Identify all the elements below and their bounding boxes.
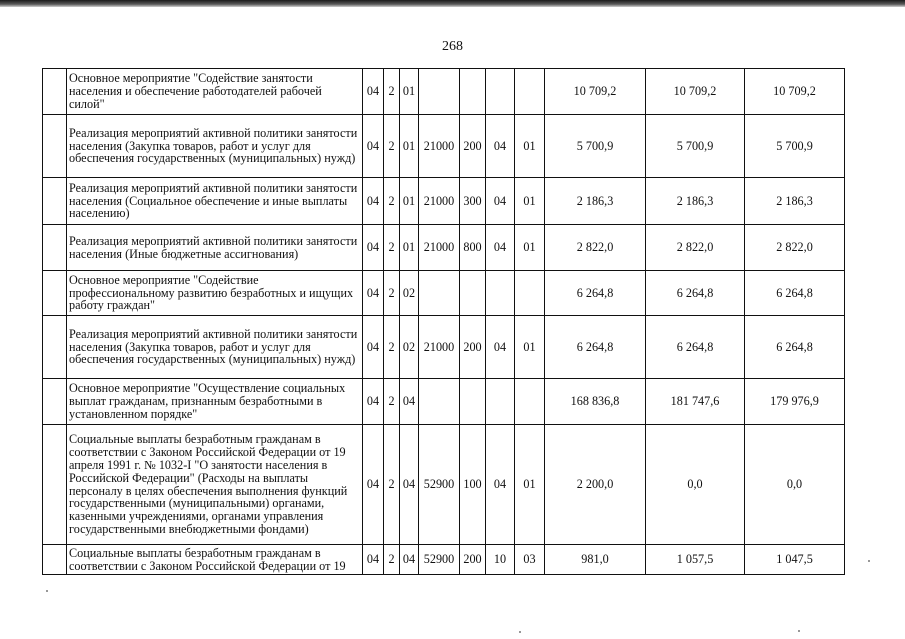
row-margin-cell <box>43 178 67 225</box>
subsection-code-cell <box>515 379 545 425</box>
table-row <box>43 69 845 115</box>
budget-table <box>42 68 845 575</box>
expense-name-cell: Основное мероприятие "Осуществление социальных выплат гражданам, признанным безработными в установленном порядке" <box>67 379 363 425</box>
activity-code-cell: 01 <box>400 115 419 178</box>
expense-name-cell: Социальные выплаты безработным гражданам в соответствии с Законом Российской Федерации от 19 апреля 1991 г. № 1032-I "О занятости населения в Российской Федерации" (Расходы на выплаты персоналу в целях обеспечения выполнения функций государственными (муниципальными) органами, казенными учреждениями, органами управления государственными внебюджетными фондами) <box>67 425 363 545</box>
amount-year3-cell: 0,0 <box>745 425 845 545</box>
amount-year1-cell: 2 186,3 <box>545 178 646 225</box>
activity-code-cell: 04 <box>400 425 419 545</box>
program-code-cell: 04 <box>363 545 384 575</box>
row-margin-cell <box>43 115 67 178</box>
amount-year1-cell: 2 200,0 <box>545 425 646 545</box>
amount-year2-cell: 0,0 <box>646 425 745 545</box>
table-row <box>43 316 845 379</box>
section-code-cell <box>486 69 515 115</box>
program-code-cell: 04 <box>363 379 384 425</box>
row-margin-cell <box>43 271 67 316</box>
subprogram-code-cell: 2 <box>384 425 400 545</box>
program-code-cell: 04 <box>363 225 384 271</box>
subprogram-code-cell: 2 <box>384 271 400 316</box>
expense-name-cell: Реализация мероприятий активной политики занятости населения (Социальное обеспечение и иные выплаты населению) <box>67 178 363 225</box>
table-row <box>43 271 845 316</box>
direction-code-cell: 21000 <box>419 316 460 379</box>
amount-year3-cell: 10 709,2 <box>745 69 845 115</box>
activity-code-cell: 02 <box>400 271 419 316</box>
amount-year1-cell: 6 264,8 <box>545 316 646 379</box>
amount-year3-cell: 2 186,3 <box>745 178 845 225</box>
scan-speck <box>46 590 48 592</box>
amount-year2-cell: 10 709,2 <box>646 69 745 115</box>
activity-code-cell: 02 <box>400 316 419 379</box>
amount-year3-cell: 179 976,9 <box>745 379 845 425</box>
scan-speck <box>798 630 800 632</box>
section-code-cell: 04 <box>486 425 515 545</box>
subsection-code-cell: 01 <box>515 115 545 178</box>
activity-code-cell: 01 <box>400 178 419 225</box>
program-code-cell: 04 <box>363 316 384 379</box>
expense-name-cell: Социальные выплаты безработным гражданам в соответствии с Законом Российской Федерации от 19 <box>67 545 363 575</box>
expense-name-cell: Основное мероприятие "Содействие профессиональному развитию безработных и ищущих работу граждан" <box>67 271 363 316</box>
subsection-code-cell: 03 <box>515 545 545 575</box>
direction-code-cell <box>419 379 460 425</box>
direction-code-cell: 21000 <box>419 115 460 178</box>
amount-year3-cell: 5 700,9 <box>745 115 845 178</box>
row-margin-cell <box>43 225 67 271</box>
subprogram-code-cell: 2 <box>384 69 400 115</box>
amount-year1-cell: 6 264,8 <box>545 271 646 316</box>
amount-year2-cell: 2 186,3 <box>646 178 745 225</box>
amount-year2-cell: 6 264,8 <box>646 271 745 316</box>
page-number: 268 <box>442 39 463 54</box>
subprogram-code-cell: 2 <box>384 379 400 425</box>
program-code-cell: 04 <box>363 425 384 545</box>
activity-code-cell: 01 <box>400 225 419 271</box>
program-code-cell: 04 <box>363 69 384 115</box>
row-margin-cell <box>43 69 67 115</box>
subprogram-code-cell: 2 <box>384 316 400 379</box>
expense-type-code-cell: 100 <box>460 425 486 545</box>
amount-year2-cell: 181 747,6 <box>646 379 745 425</box>
amount-year1-cell: 5 700,9 <box>545 115 646 178</box>
subsection-code-cell: 01 <box>515 316 545 379</box>
section-code-cell: 04 <box>486 178 515 225</box>
expense-type-code-cell: 200 <box>460 545 486 575</box>
expense-type-code-cell <box>460 379 486 425</box>
section-code-cell: 04 <box>486 316 515 379</box>
activity-code-cell: 04 <box>400 379 419 425</box>
table-row <box>43 425 845 545</box>
program-code-cell: 04 <box>363 115 384 178</box>
row-margin-cell <box>43 379 67 425</box>
expense-name-cell: Реализация мероприятий активной политики занятости населения (Закупка товаров, работ и услуг для обеспечения государственных (муниципальных) нужд) <box>67 115 363 178</box>
direction-code-cell: 52900 <box>419 545 460 575</box>
subprogram-code-cell: 2 <box>384 178 400 225</box>
subprogram-code-cell: 2 <box>384 225 400 271</box>
scan-speck <box>519 631 521 633</box>
program-code-cell: 04 <box>363 178 384 225</box>
table-row <box>43 545 845 575</box>
scan-speck <box>868 560 870 562</box>
expense-name-cell: Основное мероприятие "Содействие занятости населения и обеспечение работодателей рабочей силой" <box>67 69 363 115</box>
amount-year2-cell: 1 057,5 <box>646 545 745 575</box>
direction-code-cell: 52900 <box>419 425 460 545</box>
amount-year1-cell: 981,0 <box>545 545 646 575</box>
row-margin-cell <box>43 316 67 379</box>
scan-top-edge <box>0 0 905 7</box>
activity-code-cell: 04 <box>400 545 419 575</box>
direction-code-cell: 21000 <box>419 225 460 271</box>
row-margin-cell <box>43 425 67 545</box>
expense-type-code-cell: 200 <box>460 115 486 178</box>
section-code-cell: 04 <box>486 115 515 178</box>
expense-name-cell: Реализация мероприятий активной политики занятости населения (Иные бюджетные ассигнования) <box>67 225 363 271</box>
expense-name-cell: Реализация мероприятий активной политики занятости населения (Закупка товаров, работ и услуг для обеспечения государственных (муниципальных) нужд) <box>67 316 363 379</box>
expense-type-code-cell <box>460 69 486 115</box>
direction-code-cell <box>419 69 460 115</box>
direction-code-cell <box>419 271 460 316</box>
amount-year3-cell: 6 264,8 <box>745 316 845 379</box>
section-code-cell: 04 <box>486 225 515 271</box>
subsection-code-cell: 01 <box>515 178 545 225</box>
amount-year1-cell: 10 709,2 <box>545 69 646 115</box>
row-margin-cell <box>43 545 67 575</box>
amount-year3-cell: 2 822,0 <box>745 225 845 271</box>
section-code-cell <box>486 271 515 316</box>
activity-code-cell: 01 <box>400 69 419 115</box>
amount-year1-cell: 2 822,0 <box>545 225 646 271</box>
amount-year3-cell: 6 264,8 <box>745 271 845 316</box>
subsection-code-cell: 01 <box>515 425 545 545</box>
expense-type-code-cell: 800 <box>460 225 486 271</box>
table-row <box>43 379 845 425</box>
amount-year3-cell: 1 047,5 <box>745 545 845 575</box>
subsection-code-cell: 01 <box>515 225 545 271</box>
subsection-code-cell <box>515 271 545 316</box>
expense-type-code-cell: 300 <box>460 178 486 225</box>
expense-type-code-cell: 200 <box>460 316 486 379</box>
table-row <box>43 225 845 271</box>
table-row <box>43 115 845 178</box>
subprogram-code-cell: 2 <box>384 115 400 178</box>
amount-year2-cell: 2 822,0 <box>646 225 745 271</box>
program-code-cell: 04 <box>363 271 384 316</box>
subprogram-code-cell: 2 <box>384 545 400 575</box>
amount-year2-cell: 6 264,8 <box>646 316 745 379</box>
amount-year2-cell: 5 700,9 <box>646 115 745 178</box>
expense-type-code-cell <box>460 271 486 316</box>
amount-year1-cell: 168 836,8 <box>545 379 646 425</box>
section-code-cell: 10 <box>486 545 515 575</box>
table-row <box>43 178 845 225</box>
direction-code-cell: 21000 <box>419 178 460 225</box>
section-code-cell <box>486 379 515 425</box>
subsection-code-cell <box>515 69 545 115</box>
